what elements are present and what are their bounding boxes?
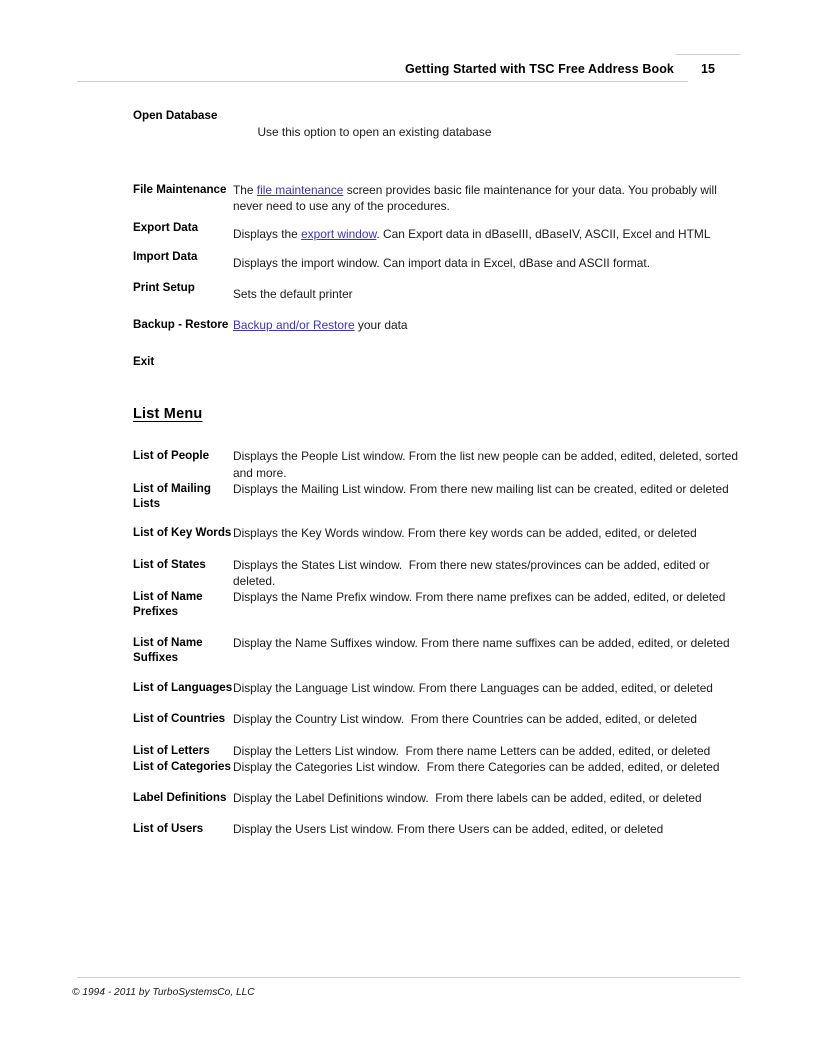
term-label: Import Data — [133, 250, 198, 264]
definition-row — [133, 317, 740, 333]
list-item — [133, 481, 740, 512]
description-text: Use this option to open an existing database — [257, 125, 492, 140]
definition-row — [133, 221, 740, 242]
page-content — [133, 108, 740, 837]
term-label: Backup - Restore — [133, 317, 229, 331]
term-description: Display the Letters List window. From there name Letters can be added, edited, or deleted — [233, 743, 711, 758]
term-label: Print Setup — [133, 281, 195, 295]
term-description: Display the Name Suffixes window. From there name suffixes can be added, edited, or deleted — [233, 635, 730, 650]
term-description: Displays the People List window. From the list new people can be added, edited, deleted, sorted and more. — [233, 449, 742, 480]
term-description: Display the Users List window. From there Users can be added, edited, or deleted — [233, 822, 664, 837]
term-description — [233, 226, 740, 242]
section-heading-list-menu: List Menu — [133, 406, 203, 423]
term-label: List of Categories — [133, 759, 231, 773]
term-description: Displays the Name Prefix window. From there name prefixes can be added, edited, or deleted — [233, 589, 726, 604]
list-item — [133, 743, 740, 759]
definition-row — [133, 108, 740, 157]
footer-copyright: © 1994 - 2011 by TurboSystemsCo, LLC — [72, 987, 255, 998]
backup-restore-link[interactable]: Backup and/or Restore — [233, 317, 355, 332]
header-title: Getting Started with TSC Free Address Book — [404, 62, 674, 76]
list-item — [133, 680, 740, 696]
term-description — [233, 182, 740, 214]
list-item — [133, 790, 740, 806]
term-description: Sets the default printer — [233, 287, 353, 302]
term-description: Displays the States List window. From there new states/provinces can be added, edited or deleted. — [233, 557, 713, 588]
list-item — [133, 759, 740, 775]
export-window-link[interactable]: export window — [301, 227, 377, 242]
term-label: List of People — [133, 449, 210, 463]
list-item — [133, 557, 740, 589]
term-label: List of Key Words — [133, 526, 232, 540]
list-menu-table — [133, 448, 740, 837]
term-label: List of States — [133, 557, 206, 571]
term-label: File Maintenance — [133, 182, 227, 196]
definition-row — [133, 354, 740, 370]
page-number: 15 — [701, 62, 715, 76]
term-label: Exit — [133, 354, 155, 368]
term-description — [233, 317, 740, 333]
term-label: List of Name Prefixes — [133, 589, 203, 619]
header-divider — [77, 81, 688, 82]
term-label: List of Mailing Lists — [133, 481, 211, 511]
term-description — [231, 108, 740, 157]
list-item — [133, 589, 740, 620]
description-text-after-link: your data — [354, 317, 408, 332]
term-description: Display the Country List window. From there Countries can be added, edited, or deleted — [233, 712, 697, 727]
description-text-before-link: The — [233, 182, 257, 197]
definition-row — [133, 281, 740, 302]
description-text-after-link: screen provides basic file maintenance for your data. You probably will never need to use any of the procedures. — [233, 182, 721, 213]
list-item — [133, 448, 740, 480]
description-text-after-link: . Can Export data in dBaseIII, dBaseIV, ASCII, Excel and HTML — [376, 227, 711, 242]
term-label: List of Letters — [133, 743, 210, 757]
term-label: List of Languages — [133, 681, 233, 695]
file-maintenance-link[interactable]: file maintenance — [256, 182, 344, 197]
list-item — [133, 711, 740, 727]
term-label: Open Database — [133, 109, 218, 122]
definition-row — [133, 250, 740, 271]
description-text-before-link: Displays the — [233, 227, 302, 242]
term-label: List of Users — [133, 822, 204, 836]
page-header — [0, 52, 816, 88]
term-description: Display the Categories List window. From there Categories can be added, edited, or deleted — [233, 759, 720, 774]
term-description: Displays the Mailing List window. From there new mailing list can be created, edited or deleted — [233, 481, 729, 496]
list-item — [133, 525, 740, 541]
term-description: Displays the import window. Can import data in Excel, dBase and ASCII format. — [233, 256, 651, 271]
term-label: Label Definitions — [133, 790, 227, 804]
term-description: Display the Language List window. From there Languages can be added, edited, or deleted — [233, 681, 713, 696]
term-description: Displays the Key Words window. From there key words can be added, edited, or deleted — [233, 526, 697, 541]
list-item — [133, 821, 740, 837]
footer-divider — [77, 977, 740, 978]
term-description: Display the Label Definitions window. From there labels can be added, edited, or deleted — [233, 790, 702, 805]
term-label: Export Data — [133, 221, 199, 235]
term-label: List of Name Suffixes — [133, 635, 203, 664]
definition-row — [133, 182, 740, 214]
page-number-divider — [676, 54, 740, 55]
term-label: List of Countries — [133, 712, 226, 726]
list-item — [133, 635, 740, 666]
